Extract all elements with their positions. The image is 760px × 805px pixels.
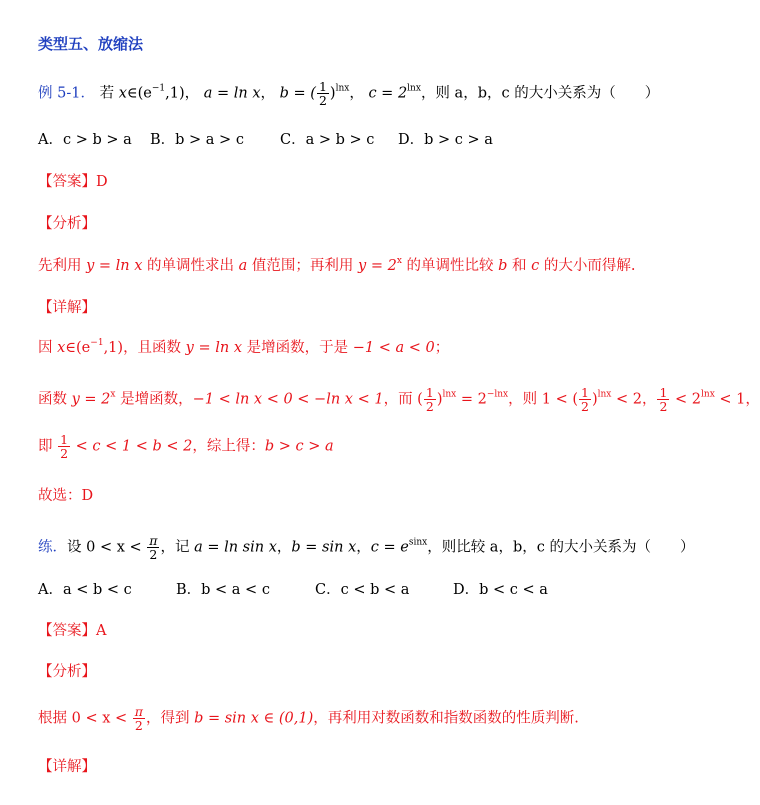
option-d-2: D．b < c < a	[453, 582, 548, 598]
option-c-2: C．c < b < a	[315, 582, 410, 598]
option-a: A．c > b > a	[38, 132, 132, 148]
detail-line-2: 函数 $y = 2^x$ 是增函数，−1 < ln x < 0 < −ln x < 1，而 ( $\frac{1}{2}$ )$^{lnx} = 2^{-lnx}$，则 1 < ( $\frac{1}{2}$ )$^{lnx}$ < 2， $\frac{1}{2}$ < $2^{lnx} < 1$，	[38, 385, 760, 414]
analysis-text: 先利用 y = ln x 的单调性求出 a 值范围；再利用 $y = 2^x$ 的单调性比较 b 和 c 的大小而得解.	[38, 256, 636, 274]
option-c: C．a > b > c	[280, 132, 375, 148]
detail-line-3: 即 $\frac{1}{2}$ < c < 1 < b < 2，综上得：b > c > a	[38, 432, 334, 461]
detail-choose: 故选：D	[38, 488, 94, 504]
fraction-half: $\frac{1}{2}$	[318, 79, 327, 108]
section-title: 类型五、放缩法	[38, 35, 144, 53]
example-question: 例 5-1． 若 $x\in(e^{-1},1)$， a = ln x， b = ( $\frac{1}{2}$ )$^{lnx}$， $c = 2^{lnx}$，则 a，b，c 的大小关系为（ ）	[38, 79, 660, 108]
detail-line-1: 因 $x\in(e^{-1},1)$，且函数 y = ln x 是增函数，于是 −1 < a < 0；	[38, 338, 450, 356]
detail-label: 【详解】	[38, 300, 96, 316]
option-a-2: A．a < b < c	[38, 582, 132, 598]
answer-label: 【答案】	[38, 174, 96, 190]
option-b-2: B．b < a < c	[176, 582, 270, 598]
analysis-label: 【分析】	[38, 216, 96, 232]
detail-label-2: 【详解】	[38, 759, 96, 775]
option-d: D．b > c > a	[398, 132, 493, 148]
answer-1	[38, 172, 108, 192]
option-b: B．b > a > c	[150, 132, 244, 148]
practice-label: 练．	[38, 539, 67, 556]
practice-question: 练．设 0 < x < $\frac{\pi}{2}$ ，记 a = ln sin x，b = sin x，$c = e^{sinx}$，则比较 a，b，c 的大小关系为（ ）	[38, 533, 695, 562]
answer-2: 【答案】A	[38, 623, 107, 639]
analysis-text-2: 根据 0 < x < $\frac{\pi}{2}$ ，得到 b = sin x ∈ (0,1)，再利用对数函数和指数函数的性质判断.	[38, 704, 579, 733]
answer-value: D	[96, 174, 108, 190]
analysis-label-2: 【分析】	[38, 664, 96, 680]
example-label: 例 5-1．	[38, 85, 95, 102]
fraction-pi-over-2: $\frac{\pi}{2}$	[149, 533, 158, 562]
